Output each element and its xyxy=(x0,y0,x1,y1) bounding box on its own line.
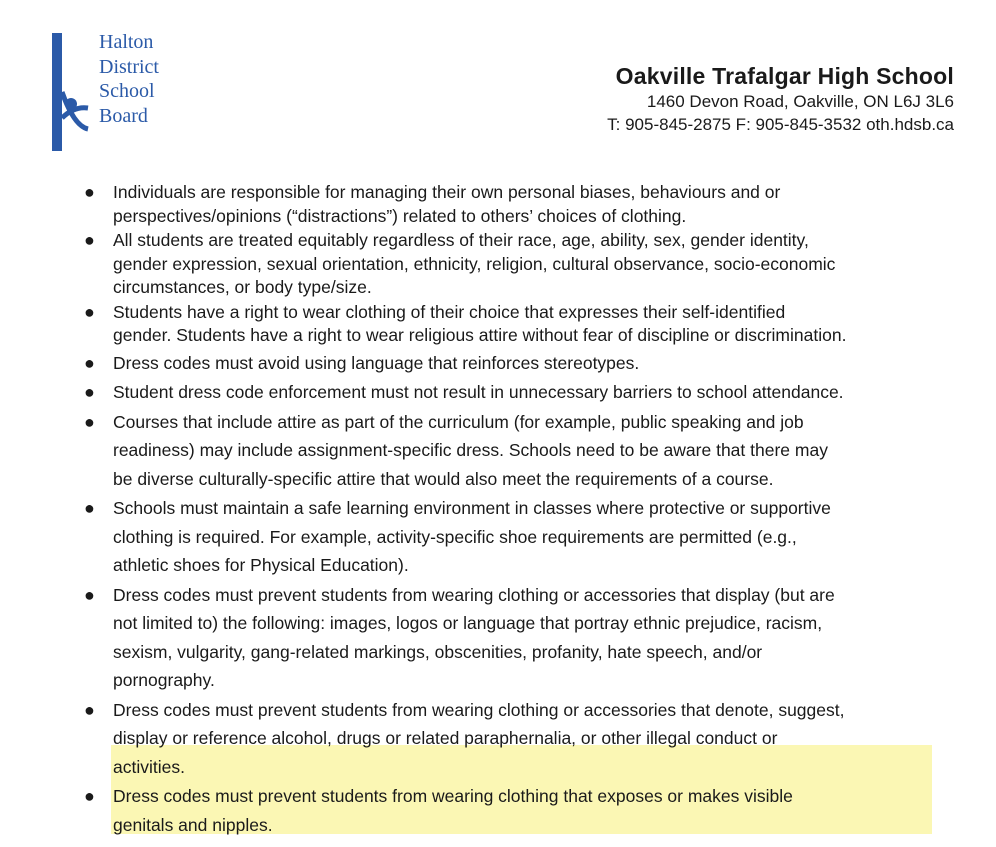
dress-code-bullet-list xyxy=(0,181,996,840)
bullet-text: Individuals are responsible for managing their own personal biases, behaviours and or perspectives/opinions (“distractions”) related to others’ choices of clothing. xyxy=(113,182,781,226)
bullet-text: Dress codes must prevent students from wearing clothing or accessories that denote, suggest, display or reference alcohol, drugs or related paraphernalia, or other illegal conduct or activities. xyxy=(113,699,845,777)
bullet-icon: ● xyxy=(84,301,95,322)
bullet-icon: ● xyxy=(84,584,95,605)
bullet-icon: ● xyxy=(84,498,95,518)
school-name: Oakville Trafalgar High School xyxy=(615,63,954,89)
bullet-item xyxy=(0,229,996,300)
bullet-icon: ● xyxy=(84,786,95,806)
school-address: 1460 Devon Road, Oakville, ON L6J 3L6 xyxy=(646,92,954,111)
bullet-item xyxy=(0,378,996,407)
bullet-item xyxy=(0,349,996,378)
bullet-item-highlighted xyxy=(0,782,996,839)
bullet-icon: ● xyxy=(84,182,95,202)
bullet-icon: ● xyxy=(84,382,95,402)
school-header xyxy=(607,63,954,136)
bullet-item xyxy=(0,181,996,228)
bullet-item xyxy=(0,696,996,782)
halton-figure-logo-icon xyxy=(52,30,97,152)
logo-line: Halton xyxy=(99,31,154,53)
school-contact: T: 905-845-2875 F: 905-845-3532 oth.hdsb.ca xyxy=(607,115,954,134)
bullet-icon: ● xyxy=(84,699,95,720)
bullet-text: Dress codes must avoid using language that reinforces stereotypes. xyxy=(113,352,640,373)
logo-line: District xyxy=(99,55,159,78)
bullet-item xyxy=(0,581,996,695)
bullet-item xyxy=(0,408,996,494)
school-board-logo xyxy=(52,30,182,155)
bullet-text: Courses that include attire as part of the curriculum (for example, public speaking and job readiness) may include assignment-specific dress. Schools need to be aware that there may be diverse culturally-specific attire that would also meet the requirements of a course. xyxy=(113,411,828,489)
bullet-text: Students have a right to wear clothing of their choice that expresses their self-identified gender. Students have a right to wear religious attire without fear of discipline or discrimination. xyxy=(113,301,847,345)
bullet-item xyxy=(0,301,996,348)
bullet-text: Schools must maintain a safe learning environment in classes where protective or supportive clothing is required. For example, activity-specific shoe requirements are permitted (e.g., athletic shoes for Physical Education). xyxy=(113,498,831,575)
bullet-text: Student dress code enforcement must not result in unnecessary barriers to school attendance. xyxy=(113,382,844,402)
bullet-item xyxy=(0,494,996,580)
bullet-text: Dress codes must prevent students from wearing clothing or accessories that display (but are not limited to) the following: images, logos or language that portray ethnic prejudice, racism, sexism, vulgarity, gang-related markings, obscenities, profanity, hate speech, and/or pornography. xyxy=(113,584,835,690)
logo-line: Board xyxy=(99,104,148,127)
logo-wordmark xyxy=(99,30,159,128)
logo-line: School xyxy=(99,80,155,102)
bullet-text: All students are treated equitably regardless of their race, age, ability, sex, gender identity, gender expression, sexual orientation, ethnicity, religion, cultural observance, socio-economic circumstances, or body type/size. xyxy=(113,230,836,297)
bullet-text: Dress codes must prevent students from wearing clothing that exposes or makes visible genitals and nipples. xyxy=(113,786,793,835)
bullet-icon: ● xyxy=(84,411,95,432)
bullet-icon: ● xyxy=(84,352,95,373)
bullet-icon: ● xyxy=(84,230,95,250)
